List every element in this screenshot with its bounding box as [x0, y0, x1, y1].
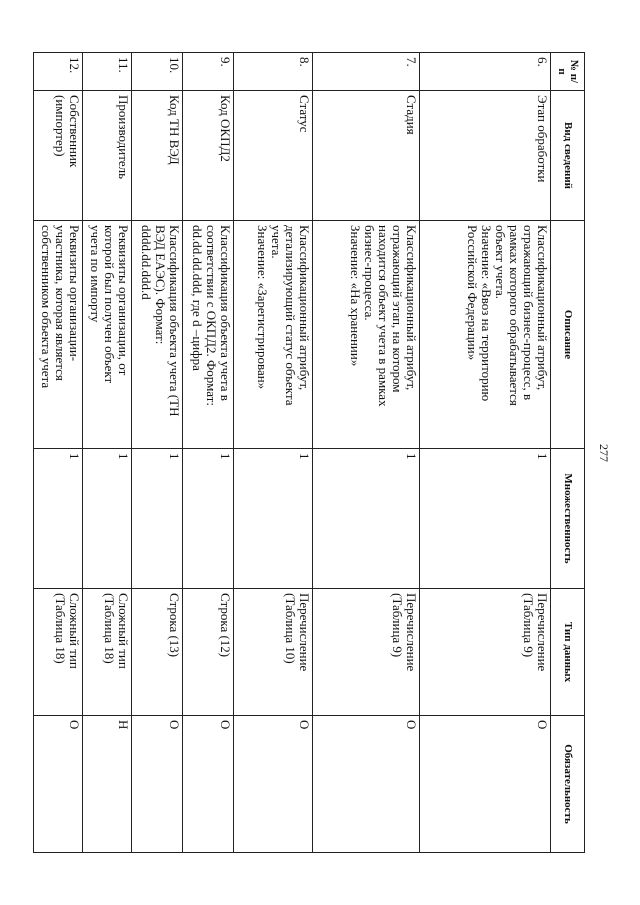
table-row	[183, 53, 234, 853]
data-type-line: (Таблица 18)	[101, 593, 117, 664]
row-required: О	[34, 716, 83, 853]
row-required: О	[183, 716, 234, 853]
row-multiplicity: 1	[132, 449, 183, 589]
row-kind: Производитель	[83, 91, 132, 221]
table-header-row	[551, 53, 585, 853]
page-number: 277	[597, 444, 611, 462]
row-data-type	[420, 589, 551, 716]
table-row	[83, 53, 132, 853]
row-kind: Этап обработки	[420, 91, 551, 221]
table-row	[313, 53, 420, 853]
description-line: отражающий бизнес-процесс, в	[520, 225, 536, 401]
header-kind: Вид сведений	[551, 91, 585, 221]
description-line: соответствии с ОКПД2. Формат:	[203, 225, 219, 406]
row-number: 6.	[420, 53, 551, 91]
row-data-type	[132, 589, 183, 716]
description-line: dd.dd.dd.ddd, где d –цифра	[189, 225, 205, 371]
description-line: участника, которая является	[52, 225, 68, 381]
data-type-line: Строка (13)	[167, 593, 182, 658]
row-number: 9.	[183, 53, 234, 91]
data-type-line: Сложный тип	[116, 593, 131, 669]
data-type-line: Строка (12)	[218, 593, 233, 658]
description-line: находится объект учета в рамках	[375, 225, 391, 407]
row-required: О	[132, 716, 183, 853]
data-type-line: Перечисление	[535, 593, 550, 672]
description-line: учета по импорту	[87, 225, 103, 323]
row-required: О	[420, 716, 551, 853]
row-kind: Код ТН ВЭД	[132, 91, 183, 221]
table-row	[34, 53, 83, 853]
row-multiplicity: 1	[420, 449, 551, 589]
header-num: № п/п	[551, 53, 585, 91]
description-line: Классификационный атрибут,	[535, 225, 550, 391]
header-multiplicity: Множественность	[551, 449, 585, 589]
row-description	[313, 221, 420, 449]
data-type-line: Сложный тип	[67, 593, 82, 669]
header-description: Описание	[551, 221, 585, 449]
row-kind: Статус	[234, 91, 313, 221]
table-row	[234, 53, 313, 853]
description-line: объект учета.	[492, 225, 508, 300]
header-data-type: Тип данных	[551, 589, 585, 716]
row-multiplicity: 1	[234, 449, 313, 589]
row-description	[234, 221, 313, 449]
data-type-line: (Таблица 9)	[520, 593, 536, 658]
table-row	[132, 53, 183, 853]
row-kind: Стадия	[313, 91, 420, 221]
row-description	[132, 221, 183, 449]
row-data-type	[313, 589, 420, 716]
description-line: Российской Федерации»	[464, 225, 480, 361]
data-type-line: (Таблица 10)	[282, 593, 298, 664]
row-description	[183, 221, 234, 449]
row-data-type	[234, 589, 313, 716]
description-line: Значение: «Ввоз на территорию	[478, 225, 494, 402]
rotated-table-wrapper	[38, 52, 585, 852]
data-type-line: (Таблица 18)	[52, 593, 68, 664]
row-kind: Код ОКПД2	[183, 91, 234, 221]
data-type-line: Перечисление	[404, 593, 419, 672]
description-line: Значение: «Зарегистрирован»	[254, 225, 270, 390]
row-data-type	[83, 589, 132, 716]
row-required: Н	[83, 716, 132, 853]
row-description	[34, 221, 83, 449]
row-number: 7.	[313, 53, 420, 91]
description-line: Классификационный атрибут,	[297, 225, 312, 391]
description-line: собственником объекта учета	[38, 225, 54, 389]
header-required: Обязательность	[551, 716, 585, 853]
description-line: dddd.dd.ddd.d	[138, 225, 154, 300]
description-line: отражающий этап, на котором	[389, 225, 405, 393]
data-spec-table	[33, 52, 585, 853]
row-multiplicity: 1	[313, 449, 420, 589]
data-type-line: Перечисление	[297, 593, 312, 672]
row-number: 11.	[83, 53, 132, 91]
description-line: рамках которого обрабатывается	[506, 225, 522, 406]
description-line: учета.	[268, 225, 284, 259]
description-line: Классификационный атрибут,	[404, 225, 419, 391]
description-line: которой был получен объект	[101, 225, 117, 384]
row-multiplicity: 1	[183, 449, 234, 589]
description-line: Значение: «На хранении»	[347, 225, 363, 367]
description-line: бизнес-процесса.	[361, 225, 377, 321]
description-line: Классификация объекта учета в	[218, 225, 233, 401]
description-line: Классификация объекта учета (ТН	[167, 225, 182, 417]
row-number: 8.	[234, 53, 313, 91]
row-number: 12.	[34, 53, 83, 91]
row-multiplicity: 1	[34, 449, 83, 589]
row-required: О	[313, 716, 420, 853]
table-row	[420, 53, 551, 853]
description-line: Реквизиты организации-	[67, 225, 82, 362]
row-data-type	[34, 589, 83, 716]
row-kind: Собственник (импортер)	[34, 91, 83, 221]
description-line: ВЭД ЕАЭС). Формат:	[152, 225, 168, 345]
data-type-line: (Таблица 9)	[389, 593, 405, 658]
row-description	[420, 221, 551, 449]
description-line: детализирующий статус объекта	[282, 225, 298, 406]
row-data-type	[183, 589, 234, 716]
row-required: О	[234, 716, 313, 853]
row-description	[83, 221, 132, 449]
row-multiplicity: 1	[83, 449, 132, 589]
description-line: Реквизиты организации, от	[116, 225, 131, 376]
row-number: 10.	[132, 53, 183, 91]
